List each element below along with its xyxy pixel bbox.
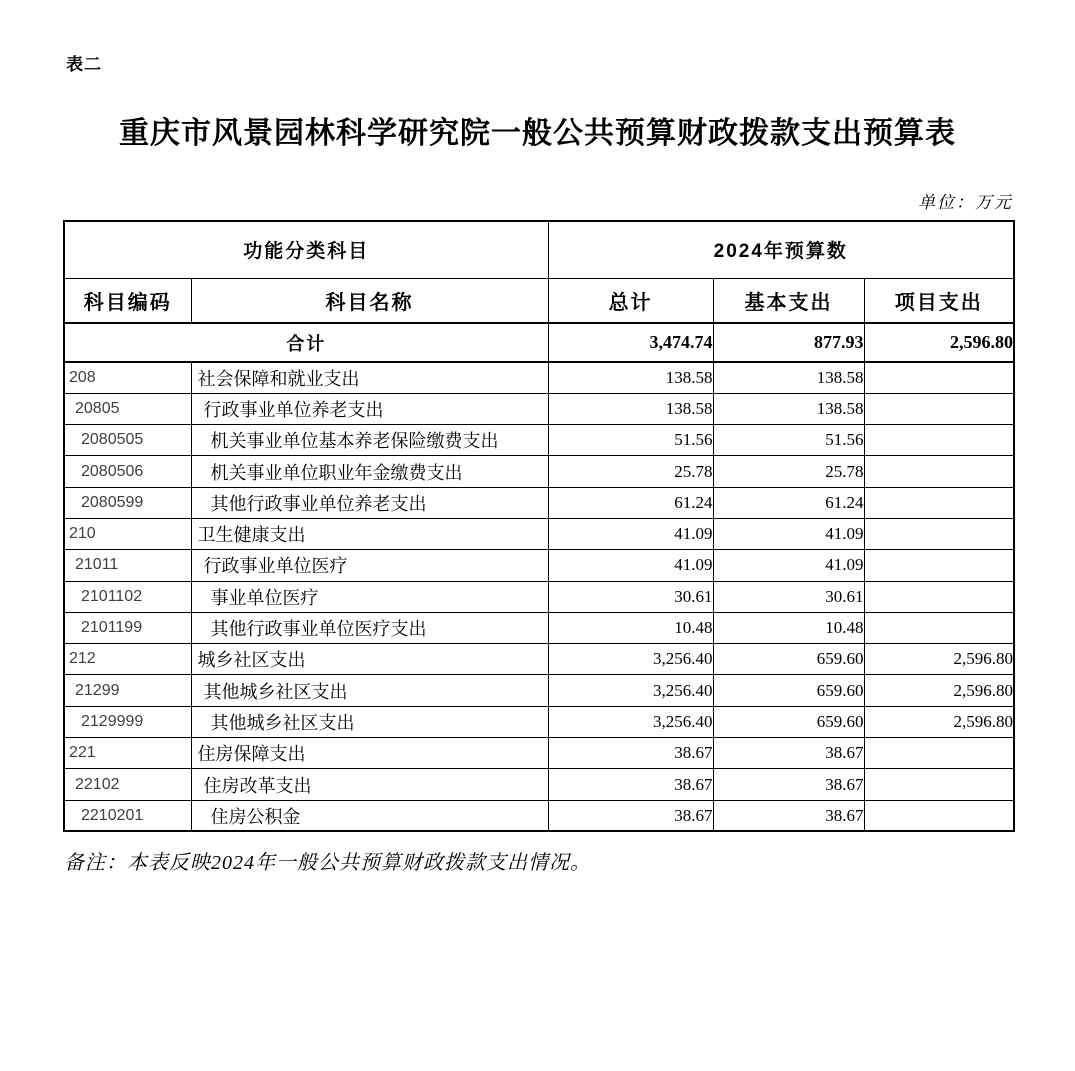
- table-row: [64, 706, 1014, 737]
- project-expenditure-cell: [864, 550, 1014, 581]
- subject-name-cell: 住房保障支出: [191, 738, 548, 769]
- subject-name-cell: 事业单位医疗: [191, 581, 548, 612]
- table-row: [64, 644, 1014, 675]
- subject-name-cell: 住房公积金: [191, 800, 548, 831]
- note: 备注：本表反映2024年一般公共预算财政拨款支出情况。: [64, 852, 591, 874]
- table-row: [64, 675, 1014, 706]
- table-row: [64, 425, 1014, 456]
- basic-expenditure-cell: 10.48: [713, 612, 864, 643]
- project-expenditure-cell: 2,596.80: [864, 706, 1014, 737]
- basic-expenditure-cell: 659.60: [713, 706, 864, 737]
- project-expenditure-cell: [864, 518, 1014, 549]
- total-cell: 25.78: [548, 456, 713, 487]
- subject-code-cell: 21299: [64, 675, 191, 706]
- project-expenditure-cell: [864, 738, 1014, 769]
- basic-expenditure-cell: 41.09: [713, 518, 864, 549]
- total-cell: 10.48: [548, 612, 713, 643]
- header-columns-row: [64, 278, 1014, 323]
- table-row: [64, 456, 1014, 487]
- header-project-expenditure: 项目支出: [864, 278, 1014, 323]
- subject-name-cell: 社会保障和就业支出: [191, 362, 548, 393]
- subject-code-cell: 2101199: [64, 612, 191, 643]
- project-expenditure-cell: [864, 456, 1014, 487]
- basic-expenditure-cell: 25.78: [713, 456, 864, 487]
- header-subject-code: 科目编码: [64, 278, 191, 323]
- table-row: [64, 487, 1014, 518]
- basic-expenditure-cell: 30.61: [713, 581, 864, 612]
- table-row: [64, 612, 1014, 643]
- table-row: [64, 581, 1014, 612]
- total-cell: 38.67: [548, 800, 713, 831]
- project-expenditure-cell: [864, 425, 1014, 456]
- total-cell: 30.61: [548, 581, 713, 612]
- unit-label: 单位：万元: [918, 193, 1013, 212]
- project-expenditure-cell: [864, 393, 1014, 424]
- table-row: [64, 738, 1014, 769]
- table-body: [64, 323, 1014, 831]
- header-total: 总计: [548, 278, 713, 323]
- subject-code-cell: 20805: [64, 393, 191, 424]
- header-group-row: [64, 221, 1014, 278]
- subject-code-cell: 208: [64, 362, 191, 393]
- basic-expenditure-cell: 659.60: [713, 644, 864, 675]
- basic-expenditure-cell: 38.67: [713, 769, 864, 800]
- subject-name-cell: 行政事业单位养老支出: [191, 393, 548, 424]
- subject-name-cell: 其他城乡社区支出: [191, 706, 548, 737]
- total-cell: 51.56: [548, 425, 713, 456]
- subject-name-cell: 机关事业单位基本养老保险缴费支出: [191, 425, 548, 456]
- grand-total-total: 3,474.74: [548, 323, 713, 362]
- basic-expenditure-cell: 38.67: [713, 800, 864, 831]
- total-cell: 61.24: [548, 487, 713, 518]
- subject-name-cell: 住房改革支出: [191, 769, 548, 800]
- total-cell: 3,256.40: [548, 706, 713, 737]
- subject-name-cell: 行政事业单位医疗: [191, 550, 548, 581]
- subject-name-cell: 卫生健康支出: [191, 518, 548, 549]
- table-row: [64, 393, 1014, 424]
- project-expenditure-cell: [864, 800, 1014, 831]
- subject-name-cell: 机关事业单位职业年金缴费支出: [191, 456, 548, 487]
- basic-expenditure-cell: 61.24: [713, 487, 864, 518]
- subject-name-cell: 城乡社区支出: [191, 644, 548, 675]
- basic-expenditure-cell: 138.58: [713, 362, 864, 393]
- header-subject-name: 科目名称: [191, 278, 548, 323]
- total-cell: 3,256.40: [548, 644, 713, 675]
- subject-code-cell: 2101102: [64, 581, 191, 612]
- project-expenditure-cell: [864, 581, 1014, 612]
- project-expenditure-cell: [864, 362, 1014, 393]
- table-row: [64, 362, 1014, 393]
- table-row: [64, 550, 1014, 581]
- grand-total-project: 2,596.80: [864, 323, 1014, 362]
- table-row: [64, 518, 1014, 549]
- subject-name-cell: 其他城乡社区支出: [191, 675, 548, 706]
- basic-expenditure-cell: 51.56: [713, 425, 864, 456]
- subject-code-cell: 212: [64, 644, 191, 675]
- header-budget-group: 2024年预算数: [548, 221, 1014, 278]
- subject-code-cell: 2080599: [64, 487, 191, 518]
- subject-code-cell: 2080506: [64, 456, 191, 487]
- subject-name-cell: 其他行政事业单位养老支出: [191, 487, 548, 518]
- subject-code-cell: 210: [64, 518, 191, 549]
- project-expenditure-cell: [864, 769, 1014, 800]
- grand-total-basic: 877.93: [713, 323, 864, 362]
- basic-expenditure-cell: 41.09: [713, 550, 864, 581]
- header-function-group: 功能分类科目: [64, 221, 548, 278]
- basic-expenditure-cell: 659.60: [713, 675, 864, 706]
- project-expenditure-cell: 2,596.80: [864, 675, 1014, 706]
- project-expenditure-cell: 2,596.80: [864, 644, 1014, 675]
- project-expenditure-cell: [864, 487, 1014, 518]
- subject-code-cell: 2129999: [64, 706, 191, 737]
- basic-expenditure-cell: 138.58: [713, 393, 864, 424]
- grand-total-row: [64, 323, 1014, 362]
- total-cell: 138.58: [548, 362, 713, 393]
- table-row: [64, 800, 1014, 831]
- budget-table: [63, 220, 1015, 832]
- project-expenditure-cell: [864, 612, 1014, 643]
- header-basic-expenditure: 基本支出: [713, 278, 864, 323]
- total-cell: 38.67: [548, 769, 713, 800]
- grand-total-label: 合计: [64, 323, 548, 362]
- subject-code-cell: 2210201: [64, 800, 191, 831]
- subject-code-cell: 2080505: [64, 425, 191, 456]
- basic-expenditure-cell: 38.67: [713, 738, 864, 769]
- total-cell: 41.09: [548, 550, 713, 581]
- subject-code-cell: 22102: [64, 769, 191, 800]
- total-cell: 41.09: [548, 518, 713, 549]
- table-row: [64, 769, 1014, 800]
- total-cell: 38.67: [548, 738, 713, 769]
- page-title: 重庆市风景园林科学研究院一般公共预算财政拨款支出预算表: [119, 117, 956, 150]
- subject-name-cell: 其他行政事业单位医疗支出: [191, 612, 548, 643]
- total-cell: 3,256.40: [548, 675, 713, 706]
- subject-code-cell: 21011: [64, 550, 191, 581]
- total-cell: 138.58: [548, 393, 713, 424]
- table-tag: 表二: [66, 55, 102, 74]
- subject-code-cell: 221: [64, 738, 191, 769]
